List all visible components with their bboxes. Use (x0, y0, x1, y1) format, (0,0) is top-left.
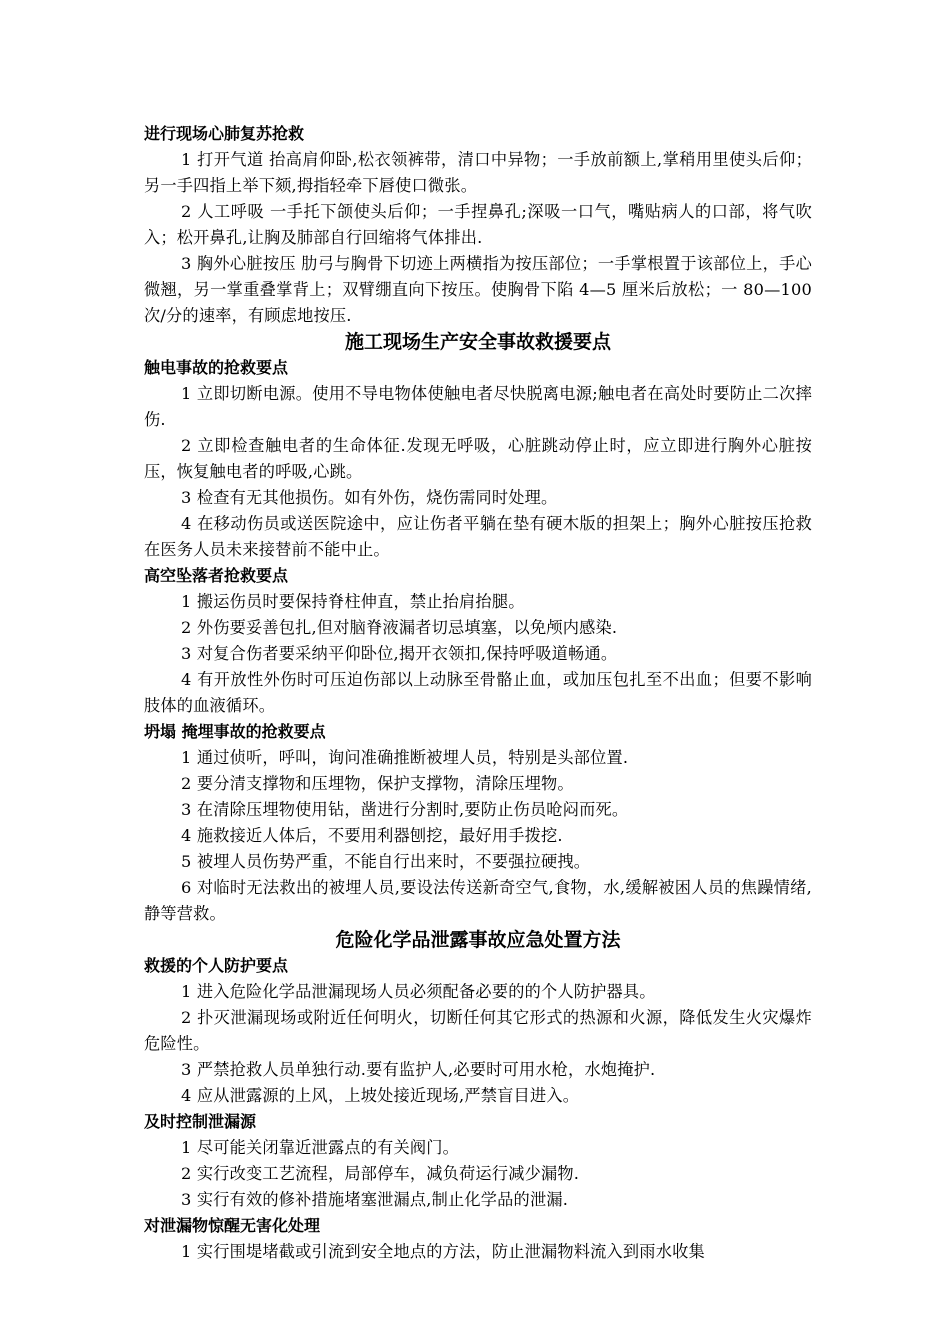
paragraph: 1 尽可能关闭靠近泄露点的有关阀门。 (181, 1138, 460, 1157)
section-heading-personal-protection: 救援的个人防护要点 (144, 956, 289, 975)
section-heading-cpr: 进行现场心肺复苏抢救 (144, 124, 305, 143)
paragraph: 4 应从泄露源的上风，上坡处接近现场,严禁盲目进入。 (181, 1086, 580, 1105)
paragraph: 2 实行改变工艺流程，局部停车，减负荷运行减少漏物. (181, 1164, 580, 1183)
paragraph: 3 实行有效的修补措施堵塞泄漏点,制止化学品的泄漏. (181, 1190, 569, 1209)
document-page (144, 121, 812, 1265)
paragraph: 3 严禁抢救人员单独行动.要有监护人,必要时可用水枪，水炮掩护. (181, 1060, 656, 1079)
paragraph: 1 搬运伤员时要保持脊柱伸直，禁止抬肩抬腿。 (181, 592, 525, 611)
paragraph: 4 有开放性外伤时可压迫伤部以上动脉至骨骼止血，或加压包扎至不出血；但要不影响肢体的血液循环。 (144, 670, 812, 715)
paragraph: 2 人工呼吸 一手托下颌使头后仰；一手捏鼻孔;深吸一口气，嘴贴病人的口部，将气吹入；松开鼻孔,让胸及肺部自行回缩将气体排出. (144, 202, 812, 247)
section-heading-electric-shock: 触电事故的抢救要点 (144, 358, 289, 377)
paragraph: 1 打开气道 抬高肩仰卧,松衣领裤带，清口中异物；一手放前额上,掌稍用里使头后仰；另一手四指上举下颏,拇指轻牵下唇使口微张。 (144, 150, 812, 195)
paragraph: 2 外伤要妥善包扎,但对脑脊液漏者切忌填塞，以免颅内感染. (181, 618, 618, 637)
paragraph: 1 进入危险化学品泄漏现场人员必须配备必要的的个人防护器具。 (181, 982, 656, 1001)
paragraph: 1 立即切断电源。使用不导电物体使触电者尽快脱离电源;触电者在高处时要防止二次摔伤. (144, 384, 812, 429)
section-heading-collapse: 坍塌 掩埋事故的抢救要点 (144, 722, 326, 741)
paragraph: 2 扑灭泄漏现场或附近任何明火，切断任何其它形式的热源和火源，降低发生火灾爆炸危险性。 (144, 1008, 812, 1053)
paragraph: 3 检查有无其他损伤。如有外伤，烧伤需同时处理。 (181, 488, 558, 507)
paragraph: 4 施救接近人体后，不要用利器刨挖，最好用手拨挖. (181, 826, 563, 845)
paragraph: 5 被埋人员伤势严重，不能自行出来时，不要强拉硬拽。 (181, 852, 591, 871)
section-heading-harmless-treatment: 对泄漏物惊醒无害化处理 (144, 1216, 321, 1235)
paragraph: 2 要分清支撑物和压埋物，保护支撑物，清除压埋物。 (181, 774, 574, 793)
paragraph: 3 胸外心脏按压 肋弓与胸骨下切迹上两横指为按压部位；一手掌根置于该部位上，手心微翘，另一掌重叠掌背上；双臂绷直向下按压。使胸骨下陷 4—5 厘米后放松；一 80—100 次/分的速率，有顾虑地按压. (144, 254, 812, 325)
document-title-chemical-leak: 危险化学品泄露事故应急处置方法 (335, 929, 621, 951)
section-heading-fall: 高空坠落者抢救要点 (144, 566, 289, 585)
document-title-construction-rescue: 施工现场生产安全事故救援要点 (344, 331, 611, 353)
paragraph: 1 通过侦听，呼叫，询问准确推断被埋人员，特别是头部位置. (181, 748, 629, 767)
paragraph: 3 在清除压埋物使用钻，凿进行分割时,要防止伤员呛闷而死。 (181, 800, 629, 819)
section-heading-leak-control: 及时控制泄漏源 (144, 1112, 257, 1131)
paragraph: 6 对临时无法救出的被埋人员,要设法传送新奇空气,食物，水,缓解被困人员的焦躁情绪,静等营救。 (144, 878, 812, 923)
paragraph: 2 立即检查触电者的生命体征.发现无呼吸，心脏跳动停止时，应立即进行胸外心脏按压，恢复触电者的呼吸,心跳。 (144, 436, 812, 481)
paragraph: 1 实行围堤堵截或引流到安全地点的方法，防止泄漏物料流入到雨水收集 (181, 1242, 705, 1261)
paragraph: 3 对复合伤者要采纳平仰卧位,揭开衣领扣,保持呼吸道畅通。 (181, 644, 618, 663)
paragraph: 4 在移动伤员或送医院途中，应让伤者平躺在垫有硬木版的担架上；胸外心脏按压抢救在医务人员未来接替前不能中止。 (144, 514, 812, 559)
